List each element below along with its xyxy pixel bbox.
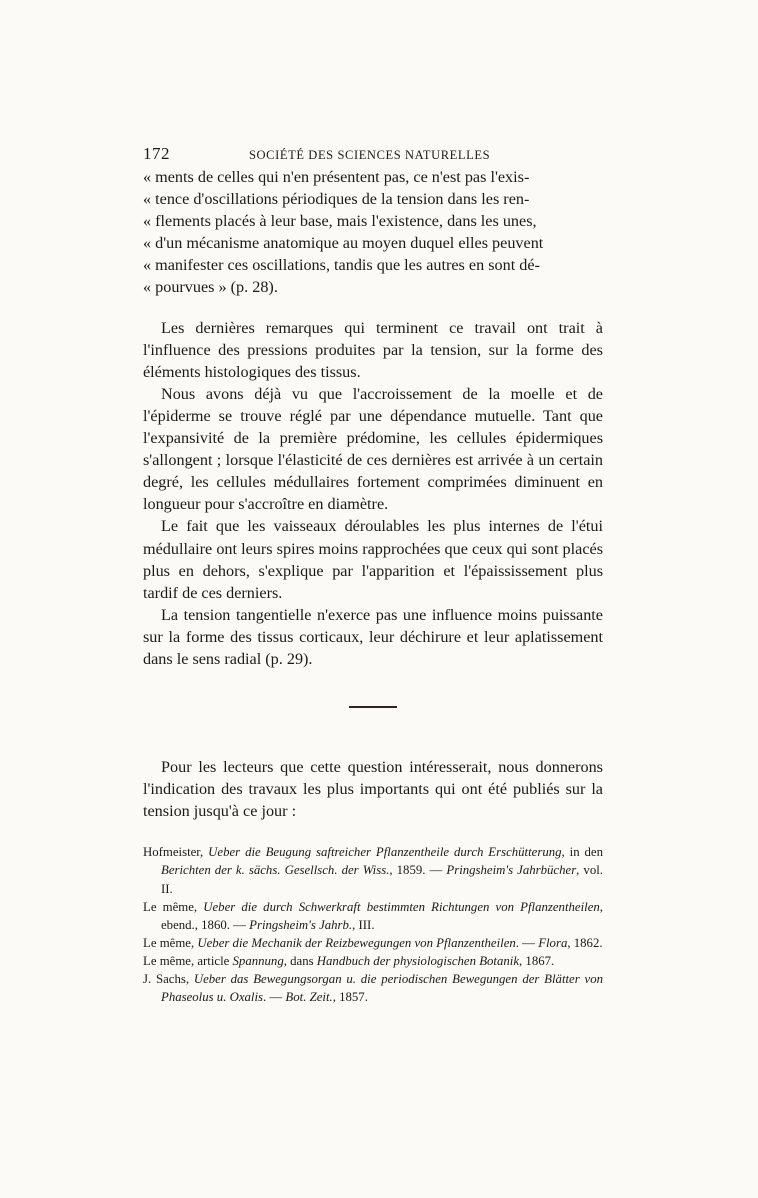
paragraph: Les dernières remarques qui terminent ce travail ont trait à l'influence des pressions produites par la tension, sur la forme des éléments histologiques des tissus. — [143, 318, 603, 381]
ref-text: , 1859. — — [389, 863, 447, 878]
reference-item — [143, 970, 603, 1006]
book-page — [143, 138, 603, 1006]
ref-text: , 1867. — [519, 953, 555, 968]
ref-source: Pringsheim's Jahrb. — [249, 917, 353, 932]
paragraph: Nous avons déjà vu que l'accroissement de la moelle et de l'épiderme se trouve réglé par une dépendance mutuelle. Tant que l'expansivité de la première prédomine, les cellules épidermiques s'allongent ; lorsque l'élasticité de ces dernières est arrivée à un certain degré, les cellules médullaires fortement comprimées diminuent en longueur pour s'accroître en diamètre. — [143, 384, 603, 514]
page-header — [143, 138, 603, 166]
ref-source: Bot. Zeit. — [285, 990, 333, 1005]
quote-line: « d'un mécanisme anatomique au moyen duquel elles peuvent — [143, 234, 544, 253]
ref-author: Le même, article — [143, 953, 233, 968]
reference-item — [143, 898, 603, 934]
quote-line: « pourvues » (p. 28). — [143, 278, 278, 297]
ref-author: Le même, — [143, 935, 198, 950]
quote-line: « manifester ces oscillations, tandis que les autres en sont dé- — [143, 256, 540, 275]
reference-item — [143, 934, 603, 952]
ref-text: , 1857. — [332, 990, 368, 1005]
quoted-passage — [143, 166, 603, 299]
ref-title: Ueber die Beugung saftreicher Pflanzentheile durch Erschütterung — [208, 845, 562, 860]
ref-title: Ueber das Bewegungsorgan u. die periodischen Bewegungen der Blätter von Phaseolus u. Oxalis — [161, 972, 603, 1005]
ref-author: J. Sachs, — [143, 972, 194, 986]
ref-title: Ueber die durch Schwerkraft bestimmten Richtungen von Pflanzentheilen — [203, 899, 600, 914]
reference-list — [143, 843, 603, 1006]
ref-text: . — — [263, 990, 286, 1005]
ref-author: Le même, — [143, 899, 204, 914]
ref-source: Flora — [538, 935, 568, 950]
ref-text: . — — [515, 935, 539, 950]
ref-author: Hofmeister, — [143, 845, 209, 860]
quote-line: « ments de celles qui n'en présentent pas, ce n'est pas l'exis- — [143, 168, 530, 186]
ref-title: Spannung — [232, 953, 284, 968]
reference-item — [143, 843, 603, 897]
ref-source: Berichten der k. sächs. Gesellsch. der Wiss. — [161, 863, 390, 878]
ref-text: , ebend., 1860. — — [161, 899, 603, 932]
ref-source: Pringsheim's Jahrbücher — [446, 863, 577, 878]
ref-text: , 1862. — [567, 935, 603, 950]
running-title: SOCIÉTÉ DES SCIENCES NATURELLES — [249, 148, 491, 162]
ref-text: , III. — [352, 917, 375, 932]
paragraph: La tension tangentielle n'exerce pas une influence moins puissante sur la forme des tissus corticaux, leur déchirure et leur aplatissement dans le sens radial (p. 29). — [143, 605, 603, 668]
ref-source: Handbuch der physiologischen Botanik — [316, 953, 520, 968]
ref-title: Ueber die Mechanik der Reizbewegungen von Pflanzentheilen — [197, 935, 516, 950]
intro-paragraph: Pour les lecteurs que cette question intéresserait, nous donnerons l'indication des travaux les plus importants qui ont été publiés sur la tension jusqu'à ce jour : — [143, 758, 603, 821]
paragraph: Le fait que les vaisseaux déroulables les plus internes de l'étui médullaire ont leurs spires moins rapprochées que ceux qui sont placés plus en dehors, s'explique par l'apparition et l'épaississement plus tardif de ces derniers. — [143, 517, 603, 602]
page-number: 172 — [143, 144, 170, 163]
quote-line: « flements placés à leur base, mais l'existence, dans les unes, — [143, 212, 537, 231]
ref-text: , dans — [283, 953, 317, 968]
ref-text: , vol. II. — [161, 863, 603, 896]
section-divider — [349, 706, 397, 708]
quote-line: « tence d'oscillations périodiques de la tension dans les ren- — [143, 190, 530, 209]
ref-text: , in den — [561, 845, 603, 860]
reference-item — [143, 952, 603, 970]
